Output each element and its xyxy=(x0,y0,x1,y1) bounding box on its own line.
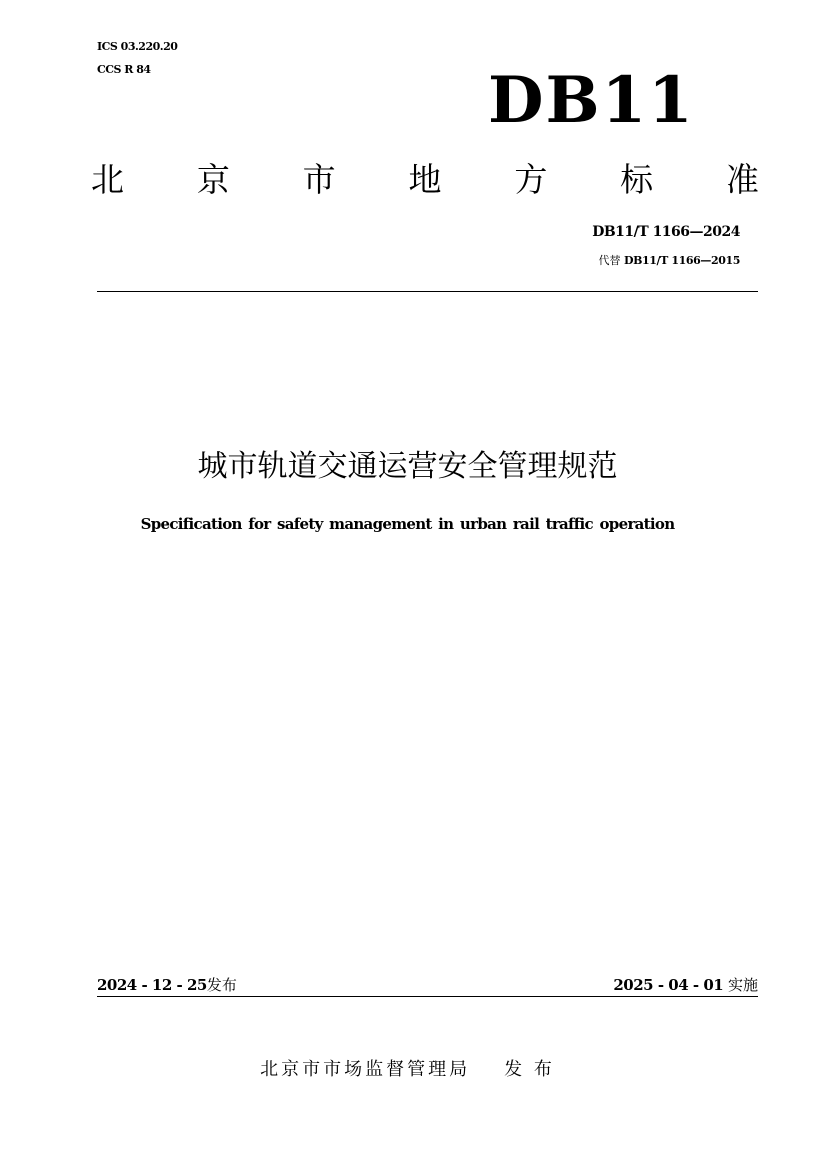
standard-code: DB11/T 1166—2024 xyxy=(592,224,740,240)
replaces-line xyxy=(598,252,740,268)
title-english: Specification for safety management in urban rail traffic operation xyxy=(140,515,675,533)
footer-divider xyxy=(97,996,758,997)
ccs-number: CCS R 84 xyxy=(97,63,151,76)
implement-date: 2025 - 04 - 01 xyxy=(613,976,724,994)
issuer-issue-word: 发 布 xyxy=(504,1059,555,1080)
standard-type-heading xyxy=(85,160,765,200)
ics-number: ICS 03.220.20 xyxy=(97,40,178,53)
title-chinese: 城市轨道交通运营安全管理规范 xyxy=(197,449,618,484)
standard-type-char: 方 xyxy=(514,160,548,199)
replaces-code: DB11/T 1166—2015 xyxy=(623,254,740,267)
issue-label: 发布 xyxy=(206,976,237,994)
standard-type-char: 准 xyxy=(725,160,759,199)
issue-date: 2024 - 12 - 25 xyxy=(97,976,207,994)
standard-type-char: 标 xyxy=(620,160,654,199)
implement-label: 实施 xyxy=(727,976,758,994)
replaces-label: 代替 xyxy=(598,254,621,267)
standard-type-char: 地 xyxy=(408,160,442,199)
standard-type-char: 北 xyxy=(91,160,124,199)
standard-type-char: 京 xyxy=(196,160,230,199)
issue-date-line xyxy=(97,974,237,995)
header-divider xyxy=(97,291,758,292)
standard-type-char: 市 xyxy=(302,160,336,199)
implement-date-line xyxy=(613,974,758,995)
db11-logo: DB11 xyxy=(488,63,695,138)
issuer-line xyxy=(0,1055,815,1081)
issuer-name: 北京市市场监督管理局 xyxy=(260,1059,471,1080)
